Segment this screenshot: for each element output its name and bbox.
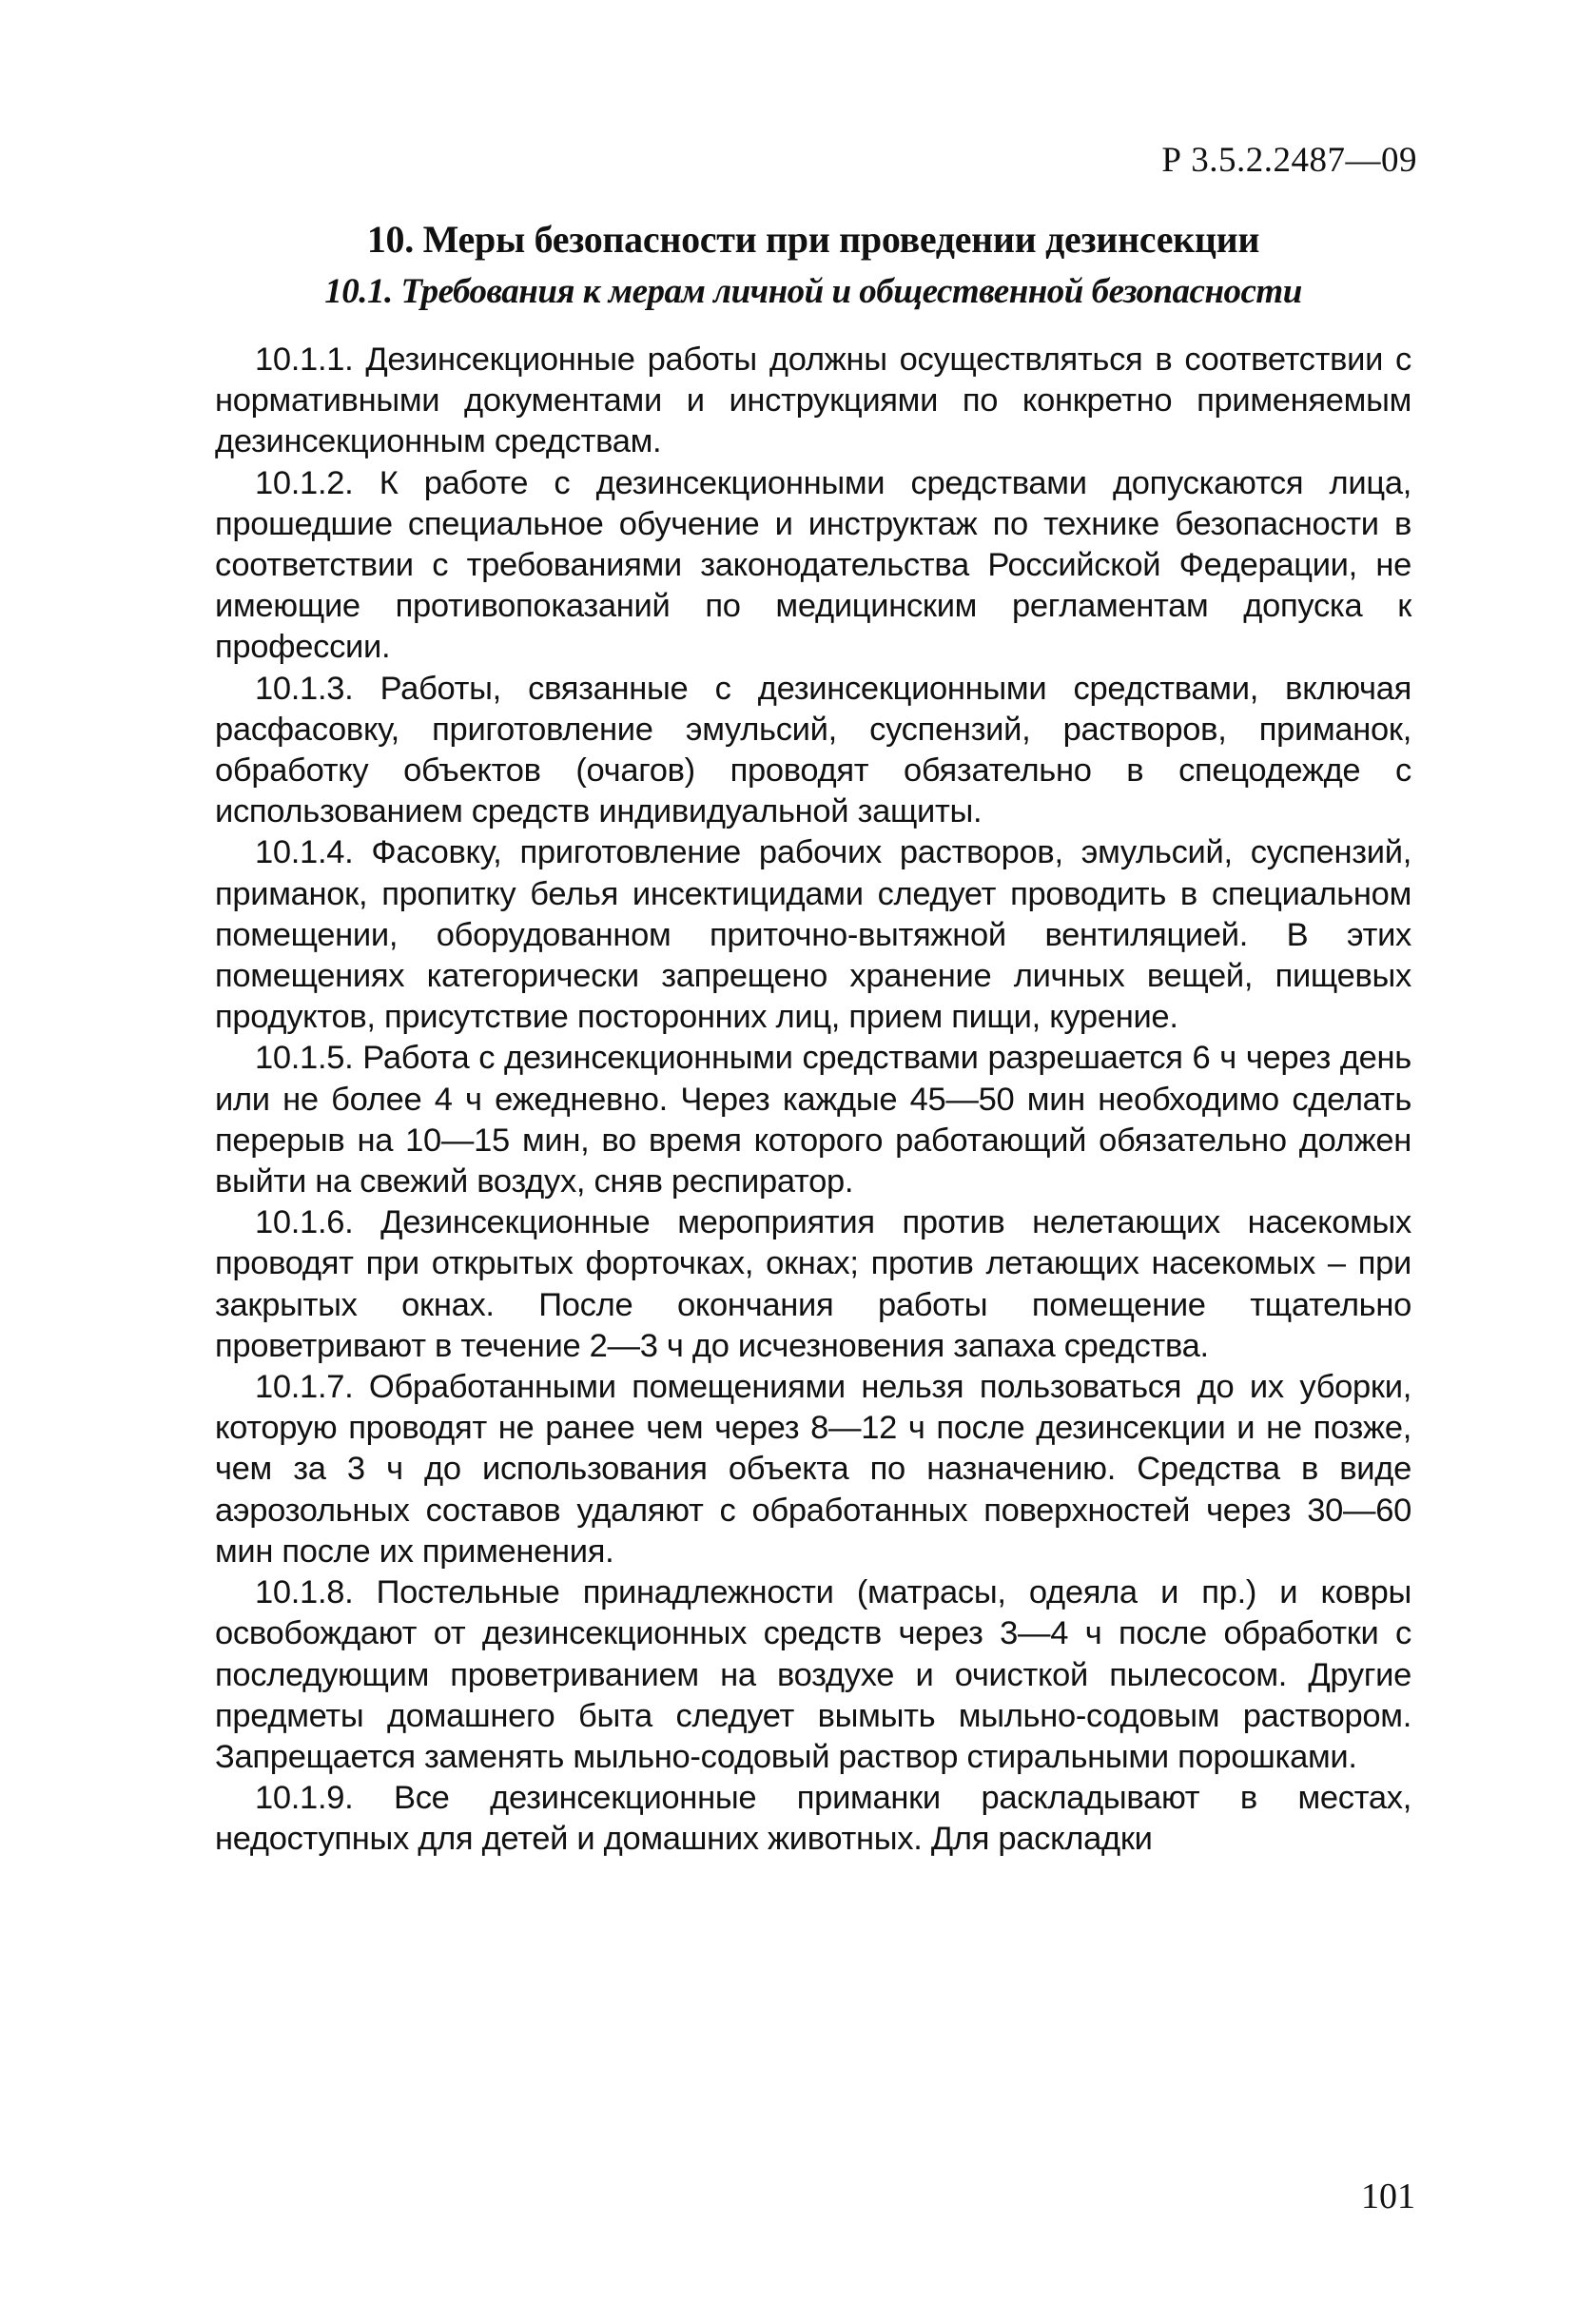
paragraph-10-1-3: 10.1.3. Работы, связанные с дезинсекционными средствами, включая расфасовку, приготовление эмульсий, суспензий, растворов, приманок, обработку объектов (очагов) проводят обязательно в спецодежде с использованием средств индивидуальной защиты.	[215, 670, 1411, 830]
section-title: 10. Меры безопасности при проведении дезинсекции	[366, 218, 1260, 261]
document-code: Р 3.5.2.2487—09	[1161, 141, 1417, 180]
paragraph-10-1-1: 10.1.1. Дезинсекционные работы должны осуществляться в соответствии с нормативными документами и инструкциями по конкретно применяемым дезинсекционным средствам.	[215, 342, 1411, 460]
paragraph-10-1-8: 10.1.8. Постельные принадлежности (матрасы, одеяла и пр.) и ковры освобождают от дезинсекционных средств через 3—4 ч после обработки с последующим проветриванием на воздухе и очисткой пылесосом. Другие предметы домашнего быта следует вымыть мыльно-содовым раствором. Запрещается заменять мыльно-содовый раствор стиральными порошками.	[215, 1574, 1411, 1775]
paragraph-10-1-9: 10.1.9. Все дезинсекционные приманки раскладывают в местах, недоступных для детей и домашних животных. Для раскладки	[215, 1780, 1411, 1858]
subsection-title: 10.1. Требования к мерам личной и общественной безопасности	[324, 272, 1302, 311]
paragraph-10-1-5: 10.1.5. Работа с дезинсекционными средствами разрешается 6 ч через день или не более 4 ч ежедневно. Через каждые 45—50 мин необходимо сделать перерыв на 10—15 мин, во время которого работающий обязательно должен выйти на свежий воздух, сняв респиратор.	[215, 1040, 1411, 1200]
body-text	[215, 340, 1411, 1861]
paragraph-10-1-7: 10.1.7. Обработанными помещениями нельзя пользоваться до их уборки, которую проводят не ранее чем через 8—12 ч после дезинсекции и не позже, чем за 3 ч до использования объекта по назначению. Средства в виде аэрозольных составов удаляют с обработанных поверхностей через 30—60 мин после их применения.	[215, 1369, 1411, 1570]
paragraph-10-1-4: 10.1.4. Фасовку, приготовление рабочих растворов, эмульсий, суспензий, приманок, пропитку белья инсектицидами следует проводить в специальном помещении, оборудованном приточно-вытяжной вентиляцией. В этих помещениях категорически запрещено хранение личных вещей, пищевых продуктов, присутствие посторонних лиц, прием пищи, курение.	[215, 834, 1411, 1036]
paragraph-10-1-6: 10.1.6. Дезинсекционные мероприятия против нелетающих насекомых проводят при открытых форточках, окнах; против летающих насекомых – при закрытых окнах. После окончания работы помещение тщательно проветривают в течение 2—3 ч до исчезновения запаха средства.	[215, 1204, 1411, 1364]
paragraph-10-1-2: 10.1.2. К работе с дезинсекционными средствами допускаются лица, прошедшие специальное обучение и инструктаж по технике безопасности в соответствии с требованиями законодательства Российской Федерации, не имеющие противопоказаний по медицинским регламентам допуска к профессии.	[215, 464, 1411, 666]
page-number: 101	[1361, 2176, 1415, 2216]
